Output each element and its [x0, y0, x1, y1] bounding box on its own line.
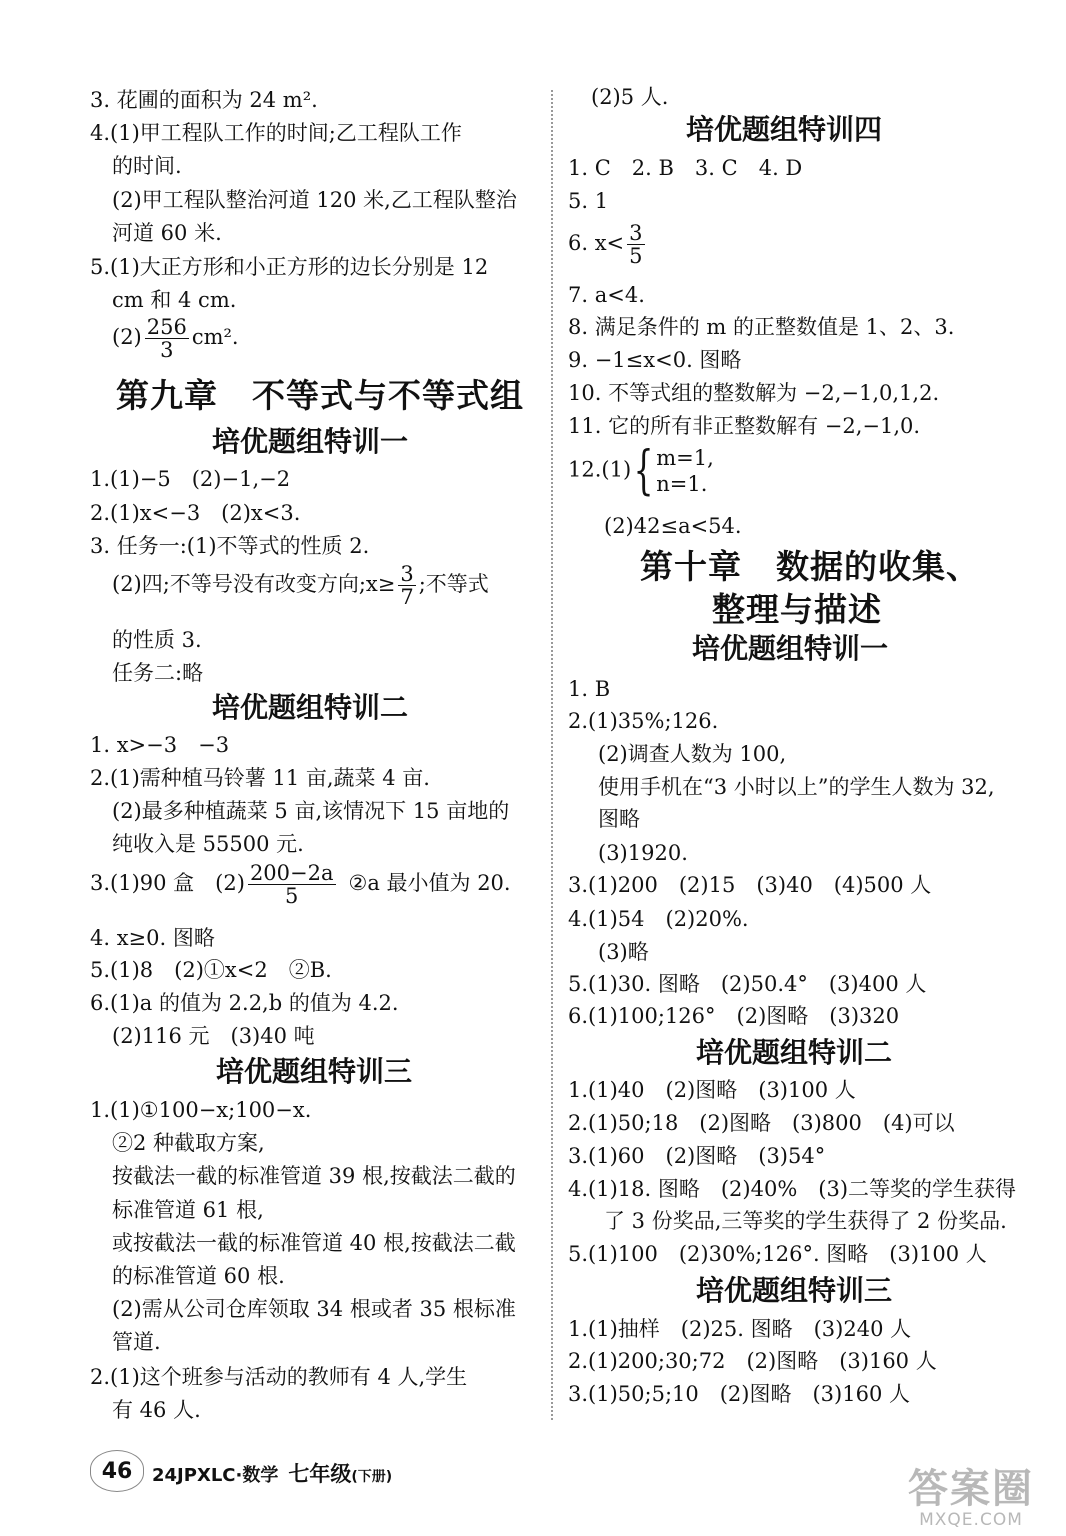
- answer-line: 4.(1)甲工程队工作的时间;乙工程队工作: [90, 121, 462, 145]
- answer-line: 任务二:略: [112, 661, 204, 685]
- answer-line: 2.(1)x<−3 (2)x<3.: [90, 501, 301, 525]
- answer-line: 5.(1)100 (2)30%;126°. 图略 (3)100 人: [568, 1242, 987, 1266]
- answer-line: 了 3 份奖品,三等奖的学生获得了 2 份奖品.: [604, 1209, 1007, 1233]
- section-heading: 培优题组特训一: [692, 632, 889, 665]
- page-footer: [90, 1450, 450, 1500]
- answer-line: 2.(1)需种植马铃薯 11 亩,蔬菜 4 亩.: [90, 766, 430, 790]
- answer-line: 2.(1)35%;126.: [568, 709, 719, 733]
- section-heading: 培优题组特训一: [212, 425, 409, 458]
- answer-line: 1.(1)抽样 (2)25. 图略 (3)240 人: [568, 1317, 912, 1341]
- answer-line: 8. 满足条件的 m 的正整数值是 1、2、3.: [568, 315, 955, 339]
- answer-line: 使用手机在“3 小时以上”的学生人数为 32,: [598, 775, 995, 799]
- answer-line: 5.(1)大正方形和小正方形的边长分别是 12: [90, 255, 489, 279]
- equation-system: [656, 445, 714, 497]
- answer-line: (2)调查人数为 100,: [598, 742, 787, 766]
- answer-line: (3)略: [598, 940, 649, 964]
- section-heading: 培优题组特训三: [216, 1055, 413, 1088]
- fraction-numerator: 3: [400, 562, 414, 586]
- answer-line: 11. 它的所有非正整数解有 −2,−1,0.: [568, 414, 921, 438]
- answer-line: (2)最多种植蔬菜 5 亩,该情况下 15 亩地的: [112, 799, 510, 823]
- answer-line: (2)甲工程队整治河道 120 米,乙工程队整治: [112, 188, 517, 212]
- fraction: [145, 316, 189, 361]
- chapter-heading: 第十章 数据的收集、: [640, 547, 980, 586]
- answer-line: 纯收入是 55500 元.: [112, 832, 304, 856]
- answer-part: 3.(1)90 盒 (2): [90, 871, 245, 895]
- chapter-heading: 整理与描述: [712, 590, 882, 629]
- answer-line-fraction: [112, 316, 239, 361]
- section-heading: 培优题组特训二: [696, 1036, 893, 1069]
- grade-label: 七年级: [288, 1462, 352, 1486]
- answer-line: (2)需从公司仓库领取 34 根或者 35 根标准: [112, 1297, 516, 1321]
- section-heading: 培优题组特训四: [686, 113, 883, 146]
- page-number-badge: [90, 1450, 144, 1492]
- answer-part: cm².: [191, 325, 239, 349]
- answer-line: (2)42≤a<54.: [604, 514, 742, 538]
- watermark-logo: [886, 1468, 1056, 1532]
- answer-part: ②a 最小值为 20.: [348, 871, 511, 895]
- fraction-numerator: 200−2a: [249, 861, 334, 885]
- answer-line: 1.(1)①100−x;100−x.: [90, 1098, 312, 1122]
- equation-row: n=1.: [656, 472, 708, 496]
- answer-line: 6.(1)a 的值为 2.2,b 的值为 4.2.: [90, 991, 399, 1015]
- answer-line: (2)116 元 (3)40 吨: [112, 1024, 315, 1048]
- page-number: 46: [101, 1458, 133, 1484]
- answer-line: 7. a<4.: [568, 283, 645, 307]
- answer-line: 10. 不等式组的整数解为 −2,−1,0,1,2.: [568, 381, 940, 405]
- answer-part: 12.(1): [568, 457, 632, 482]
- answer-line: 5. 1: [568, 189, 609, 213]
- answer-line: 9. −1≤x<0. 图略: [568, 348, 742, 372]
- answer-line: 4.(1)54 (2)20%.: [568, 907, 749, 931]
- answer-line: ②2 种截取方案,: [112, 1131, 265, 1155]
- answer-line: 5.(1)8 (2)①x<2 ②B.: [90, 958, 332, 982]
- answer-line: 图略: [598, 807, 640, 831]
- answer-line: 3.(1)60 (2)图略 (3)54°: [568, 1144, 826, 1168]
- answer-line: 2.(1)200;30;72 (2)图略 (3)160 人: [568, 1349, 937, 1373]
- answer-line: 的标准管道 60 根.: [112, 1264, 285, 1288]
- answer-line: 1. B: [568, 677, 611, 701]
- answer-line: 5.(1)30. 图略 (2)50.4° (3)400 人: [568, 972, 927, 996]
- answer-line: 3. 花圃的面积为 24 m².: [90, 88, 318, 112]
- answer-part: ;不等式: [418, 572, 489, 596]
- answer-line: 有 46 人.: [112, 1398, 201, 1422]
- answer-line-fraction: [568, 222, 648, 267]
- equation-row: m=1,: [656, 446, 714, 470]
- column-divider: [551, 90, 553, 1420]
- fraction-denominator: 7: [400, 585, 414, 609]
- answer-line: 的性质 3.: [112, 628, 202, 652]
- book-code: 24JPXLC·数学: [152, 1465, 279, 1486]
- answer-line: 1. C 2. B 3. C 4. D: [568, 156, 803, 180]
- fraction: [248, 862, 336, 907]
- answer-line-fraction: [90, 862, 511, 907]
- answer-line: 按截法一截的标准管道 39 根,按截法二截的: [112, 1164, 516, 1188]
- answer-part: (2): [112, 325, 142, 349]
- answer-line: (3)1920.: [598, 841, 688, 865]
- answer-line: 河道 60 米.: [112, 221, 222, 245]
- answer-line: 3.(1)200 (2)15 (3)40 (4)500 人: [568, 873, 932, 897]
- fraction-numerator: 256: [146, 315, 187, 339]
- answer-line: 3.(1)50;5;10 (2)图略 (3)160 人: [568, 1382, 910, 1406]
- fraction-denominator: 5: [629, 244, 643, 268]
- answer-line: 4.(1)18. 图略 (2)40% (3)二等奖的学生获得: [568, 1177, 1017, 1201]
- answer-line: 3. 任务一:(1)不等式的性质 2.: [90, 534, 370, 558]
- answer-line: cm 和 4 cm.: [112, 288, 237, 312]
- fraction-denominator: 3: [160, 338, 174, 362]
- watermark-text: 答案圈: [908, 1466, 1034, 1512]
- section-heading: 培优题组特训三: [696, 1274, 893, 1307]
- fraction-denominator: 5: [285, 884, 299, 908]
- answer-line: 标准管道 61 根,: [112, 1198, 264, 1222]
- brace-glyph: {: [633, 441, 654, 501]
- answer-line: 1.(1)−5 (2)−1,−2: [90, 467, 291, 491]
- answer-line: 1. x>−3 −3: [90, 733, 230, 757]
- answer-line: 6.(1)100;126° (2)图略 (3)320: [568, 1004, 900, 1028]
- fraction-numerator: 3: [629, 221, 643, 245]
- answer-line: (2)5 人.: [591, 85, 669, 109]
- answer-line: 管道.: [112, 1330, 161, 1354]
- answer-part: (2)四;不等号没有改变方向;x≥: [112, 572, 396, 596]
- fraction: [627, 222, 644, 267]
- answer-line: 或按截法一截的标准管道 40 根,按截法二截: [112, 1231, 516, 1255]
- section-heading: 培优题组特训二: [212, 691, 409, 724]
- answer-line-system: [568, 441, 714, 501]
- watermark-url: MXQE.COM: [919, 1510, 1023, 1530]
- answer-line: 2.(1)50;18 (2)图略 (3)800 (4)可以: [568, 1111, 955, 1135]
- fraction: [398, 563, 415, 608]
- volume-label: (下册): [351, 1469, 393, 1485]
- answer-part: 6. x<: [568, 231, 625, 255]
- answer-line: 的时间.: [112, 154, 182, 178]
- answer-line: 2.(1)这个班参与活动的教师有 4 人,学生: [90, 1365, 468, 1389]
- answer-line-fraction: [112, 563, 489, 608]
- chapter-heading: 第九章 不等式与不等式组: [116, 376, 524, 415]
- answer-line: 1.(1)40 (2)图略 (3)100 人: [568, 1078, 856, 1102]
- answer-line: 4. x≥0. 图略: [90, 926, 215, 950]
- footer-text: [152, 1458, 392, 1488]
